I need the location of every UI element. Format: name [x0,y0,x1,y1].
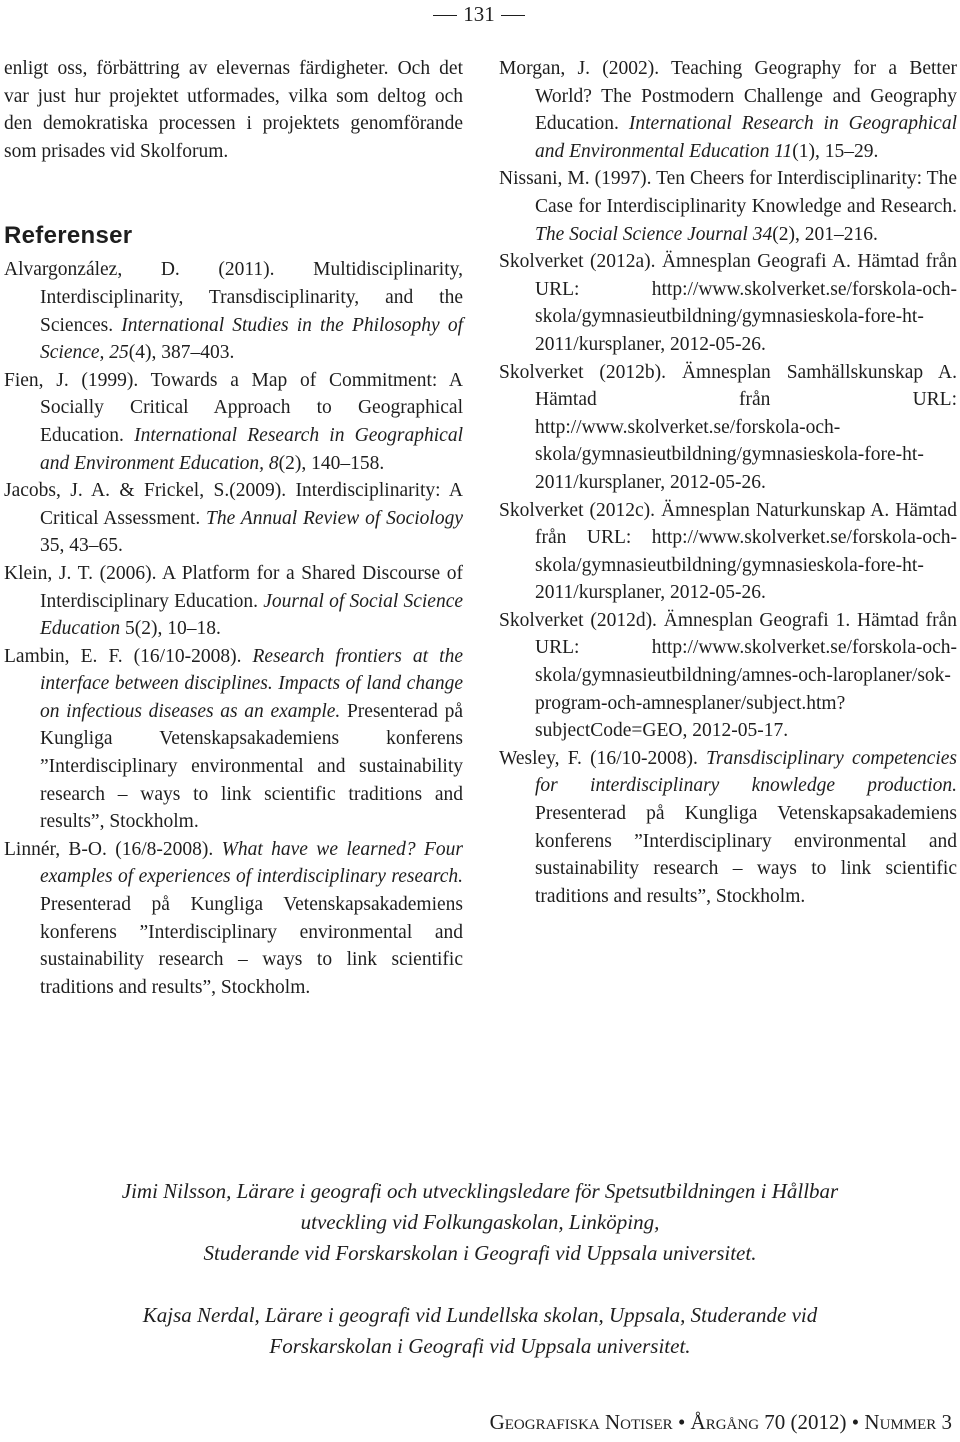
journal-footer [490,1410,952,1435]
author-line: Forskarskolan i Geografi vid Uppsala universitet. [269,1334,691,1358]
reference-text: Nissani, M. (1997). Ten Cheers for Interdisciplinarity: The Case for Interdisciplinarity Knowledge and Research. [499,168,957,217]
author-line: utveckling vid Folkungaskolan, Linköping, [300,1210,660,1234]
reference-list-right [499,55,957,910]
reference-tail: Presenterad på Kungliga Vetenskapsakademiens konferens ”Interdisciplinary environmental and sustainability research – ways to link scientific traditions and results”, Stockholm. [40,894,463,998]
right-column [499,55,957,910]
reference-italic: International Research in Geographical and Environment Education, 8 [40,424,463,474]
reference-text: Jacobs, J. A. & Frickel, S.(2009). Interdisciplinarity: A Critical Assessment. [4,480,463,529]
reference-text: Lambin, E. F. (16/10-2008). [4,645,253,667]
intro-paragraph: enligt oss, förbättring av elevernas färdigheter. Och det var just hur projektet utformades, vilka som deltog och den demokratiska processen i projektets genomförande som prisades vid Skolforum. [4,58,463,162]
page-number-text: 131 [463,2,495,26]
reference-italic: Transdisciplinary competencies for interdisciplinary knowledge production. [535,747,958,797]
reference-entry [499,607,957,745]
footer-bullet: • [677,1410,686,1434]
reference-tail: (2), 140–158. [278,452,385,474]
reference-entry [499,745,957,911]
reference-entry [4,367,463,477]
footer-issue: Nummer 3 [864,1410,952,1434]
reference-italic: International Studies in the Philosophy of Science, 25 [40,314,463,364]
author-line: Jimi Nilsson, Lärare i geografi och utvecklingsledare för Spetsutbildningen i Hållbar [121,1179,839,1203]
reference-italic: International Research in Geographical and Environmental Education 11 [535,113,957,162]
reference-italic: Research frontiers at the interface between disciplines. Impacts of land change on infectious diseases as an example. [40,645,463,722]
reference-entry [499,248,957,358]
footer-journal-name: Geografiska Notiser [489,1410,673,1434]
reference-italic: The Annual Review of Sociology [206,507,463,529]
author-line: Kajsa Nerdal, Lärare i geografi vid Lundellska skolan, Uppsala, Studerande vid [142,1303,818,1327]
reference-tail: (1), 15–29. [792,140,879,162]
author-bio-nilsson [20,1176,940,1269]
reference-tail: 35, 43–65. [40,535,123,557]
reference-entry [4,560,463,643]
reference-entry [499,359,957,497]
reference-tail: Presenterad på Kungliga Vetenskapsakademiens konferens ”Interdisciplinary environmental and sustainability research – ways to link scientific traditions and results”, Stockholm. [40,700,463,833]
reference-tail: 5(2), 10–18. [120,618,221,640]
footer-bullet: • [851,1410,860,1434]
reference-entry [4,643,463,836]
reference-text: Alvargonzález, D. (2011). Multidisciplinarity, Interdisciplinarity, Transdisciplinarity, and the Sciences. [4,259,463,336]
reference-entry [499,497,957,607]
reference-tail: (4), 387–403. [128,342,235,364]
reference-text: Morgan, J. (2002). Teaching Geography for a Better World? The Postmodern Challenge and Geography Education. [499,58,957,135]
references-heading: Referenser [4,222,133,250]
page-number [433,2,525,27]
reference-tail: (2), 201–216. [772,223,878,245]
reference-entry [4,477,463,560]
reference-entry [4,836,463,1002]
reference-italic: Journal of Social Science Education [40,590,464,640]
footer-year: Årgång 70 (2012) [690,1410,847,1434]
reference-entry [499,55,957,165]
reference-text: Skolverket (2012c). Ämnesplan Naturkunskap A. Hämtad från URL: http://www.skolverket.se/forskola-och-skola/gymnasieutbildning/gymnasieskola-fore-ht-2011/kursplaner, 2012-05-26. [499,499,957,604]
reference-italic: What have we learned? Four examples of experiences of interdisciplinary research. [40,838,463,888]
page-number-rule-right [501,15,525,16]
reference-tail: Presenterad på Kungliga Vetenskapsakademiens konferens ”Interdisciplinary environmental and sustainability research – ways to link scientific traditions and results”, Stockholm. [535,803,957,907]
reference-text: Wesley, F. (16/10-2008). [499,747,707,769]
reference-text: Klein, J. T. (2006). A Platform for a Shared Discourse of Interdisciplinary Education. [4,562,463,612]
reference-text: Skolverket (2012d). Ämnesplan Geografi 1. Hämtad från URL: http://www.skolverket.se/forskola-och-skola/gymnasieutbildning/amnes-och-laroplaner/sok-program-och-amnesplaner/subject.htm?subjectCode=GEO, 2012-05-17. [499,609,957,742]
reference-italic: The Social Science Journal 34 [535,223,773,245]
left-column [4,55,463,1001]
author-line: Studerande vid Forskarskolan i Geografi vid Uppsala universitet. [203,1241,757,1265]
reference-entry [4,256,463,366]
reference-text: Linnér, B-O. (16/8-2008). [4,838,222,860]
author-bio-nerdal [20,1300,940,1362]
reference-entry [499,165,957,248]
reference-text: Skolverket (2012a). Ämnesplan Geografi A. Hämtad från URL: http://www.skolverket.se/forskola-och-skola/gymnasieutbildning/gymnasieskola-fore-ht-2011/kursplaner, 2012-05-26. [499,251,957,355]
reference-text: Fien, J. (1999). Towards a Map of Commitment: A Socially Critical Approach to Geographical Education. [4,369,463,446]
reference-list-left [4,256,463,1001]
reference-text: Skolverket (2012b). Ämnesplan Samhällskunskap A. Hämtad från URL: http://www.skolverket.se/forskola-och-skola/gymnasieutbildning/gymnasieskola-fore-ht-2011/kursplaner, 2012-05-26. [499,361,957,493]
page-number-rule-left [433,15,457,16]
